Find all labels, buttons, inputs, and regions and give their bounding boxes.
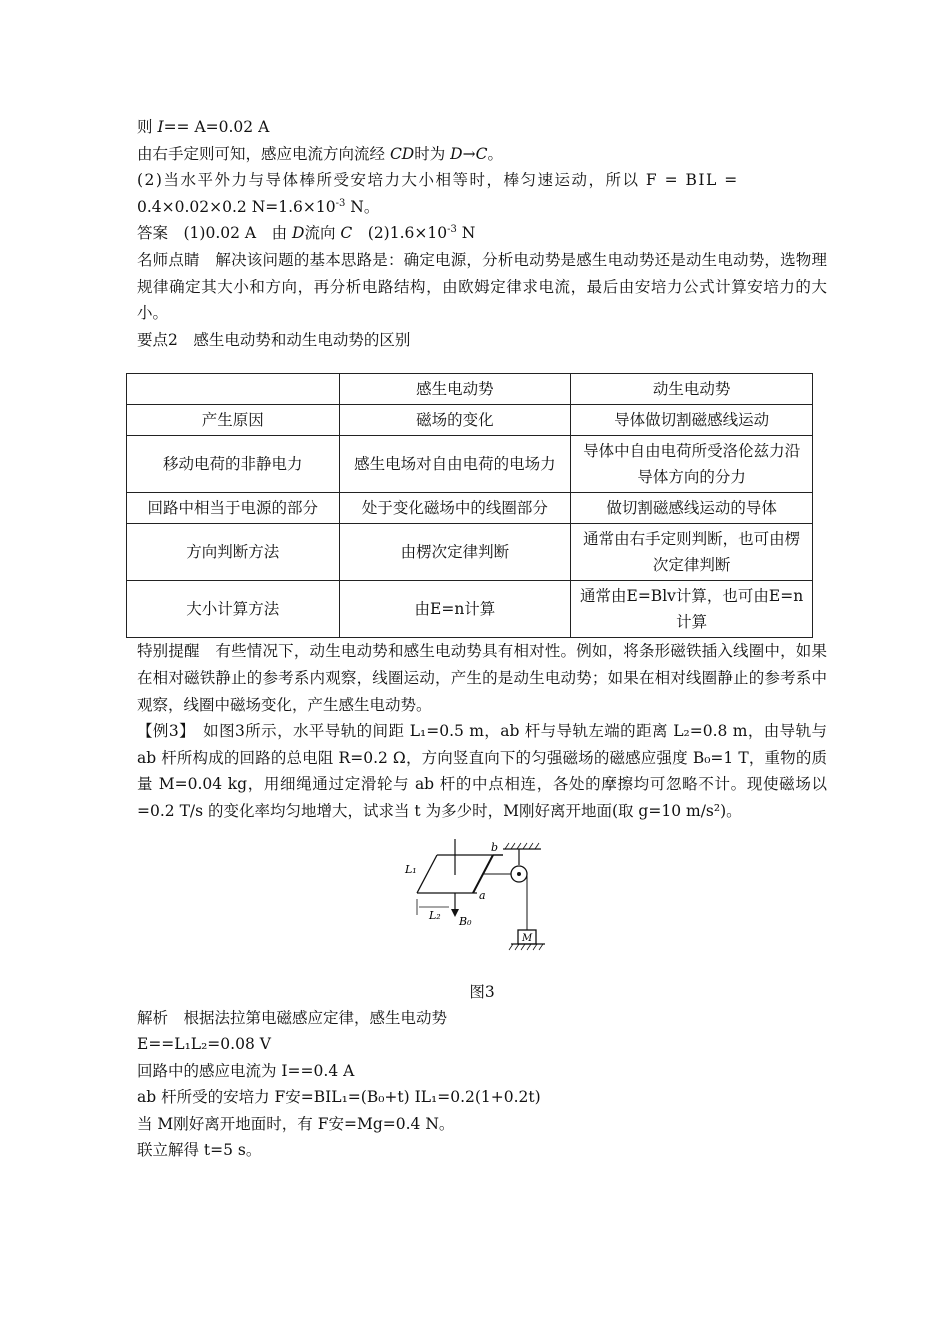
- section-heading: 要点2 感生电动势和动生电动势的区别: [137, 330, 411, 349]
- answer-line: 答案 (1)0.02 A 由 D流向 C $(2)1.6\times 10^{-3}$ N: [137, 224, 476, 243]
- table-row: [127, 436, 813, 493]
- table-cell: 回路中相当于电源的部分: [127, 493, 340, 524]
- label-a: a: [479, 888, 486, 902]
- solution-line-3: 回路中的感应电流为 I==0.4 A: [137, 1061, 355, 1080]
- label-L2: L₂: [429, 908, 441, 922]
- text-line-direction: 由右手定则可知，感应电流方向流经 CD时为 D→C。: [137, 144, 503, 163]
- table-row: [127, 493, 813, 524]
- table-cell: 感生电场对自由电荷的电场力: [339, 436, 571, 493]
- table-cell: 由E=n计算: [339, 581, 571, 638]
- table-row: [127, 524, 813, 581]
- solution-line-2: E==L₁L₂=0.08 V: [137, 1035, 271, 1054]
- table-header-cell: [127, 374, 340, 405]
- figure-caption: 图3: [469, 982, 495, 1001]
- table-header-cell: 动生电动势: [571, 374, 813, 405]
- table-header-cell: 感生电动势: [339, 374, 571, 405]
- table-cell: 通常由E=Blv计算，也可由E=n计算: [571, 581, 813, 638]
- solution-line-5: 当 M刚好离开地面时，有 F安=Mg=0.4 N。: [137, 1114, 455, 1133]
- text-line-current: 则 I== A=0.02 A: [137, 118, 270, 136]
- table-row: [127, 405, 813, 436]
- table-cell: 通常由右手定则判断，也可由楞次定律判断: [571, 524, 813, 581]
- solution-line-6: 联立解得 t=5 s。: [137, 1141, 262, 1160]
- table-cell: 方向判断方法: [127, 524, 340, 581]
- circuit-diagram: [137, 835, 827, 975]
- table-row: [127, 581, 813, 638]
- table-cell: 大小计算方法: [127, 581, 340, 638]
- table-cell: 移动电荷的非静电力: [127, 436, 340, 493]
- comparison-table: [126, 373, 813, 638]
- label-L1: L₁: [405, 862, 417, 876]
- table-cell: 磁场的变化: [339, 405, 571, 436]
- label-B0: B₀: [459, 914, 472, 928]
- table-cell: 导体中自由电荷所受洛伦兹力沿导体方向的分力: [571, 436, 813, 493]
- example-problem: 【例3】 如图3所示，水平导轨的间距 L₁=0.5 m，ab 杆与导轨左端的距离 L₂=0.8 m，由导轨与 ab 杆所构成的回路的总电阻 R=0.2 Ω，方向竖直向下的匀强磁场的磁感应强度 B₀=1 T，重物的质量 M=0.04 kg，用细绳通过定滑轮与 ab 杆的中点相连，各处的摩擦均可忽略不计。现使磁场以=0.2 T/s 的变化率均匀地增大，试求当 t 为多少时，M刚好离开地面(取 g=10 m/s²)。: [137, 722, 827, 820]
- table-cell: 产生原因: [127, 405, 340, 436]
- table-cell: 导体做切割磁感线运动: [571, 405, 813, 436]
- solution-line-4: ab 杆所受的安培力 F安=BIL₁=(B₀+t) IL₁=0.2(1+0.2t): [137, 1088, 541, 1107]
- solution-line-1: 解析 根据法拉第电磁感应定律，感生电动势: [137, 1008, 448, 1027]
- text-line-force: (2)当水平外力与导体棒所受安培力大小相等时，棒匀速运动，所以 F = BIL =: [137, 171, 739, 190]
- table-header-row: [127, 374, 813, 405]
- label-M: M: [522, 932, 533, 944]
- teacher-tip: 名师点睛 解决该问题的基本思路是：确定电源，分析电动势是感生电动势还是动生电动势，选物理规律确定其大小和方向，再分析电路结构，由欧姆定律求电流，最后由安培力公式计算安培力的大小。: [137, 250, 827, 323]
- document-page: [137, 114, 827, 1164]
- table-cell: 由楞次定律判断: [339, 524, 571, 581]
- figure-3: [137, 835, 827, 975]
- text-line-force-value: 0.4×0.02×0.2 $N=1.6\times 10^{-3}$ N。: [137, 197, 380, 216]
- table-cell: 处于变化磁场中的线圈部分: [339, 493, 571, 524]
- table-cell: 做切割磁感线运动的导体: [571, 493, 813, 524]
- special-note: 特别提醒 有些情况下，动生电动势和感生电动势具有相对性。例如，将条形磁铁插入线圈中，如果在相对磁铁静止的参考系内观察，线圈运动，产生的是动生电动势；如果在相对线圈静止的参考系中观察，线圈中磁场变化，产生感生电动势。: [137, 642, 827, 714]
- label-b: b: [491, 840, 499, 854]
